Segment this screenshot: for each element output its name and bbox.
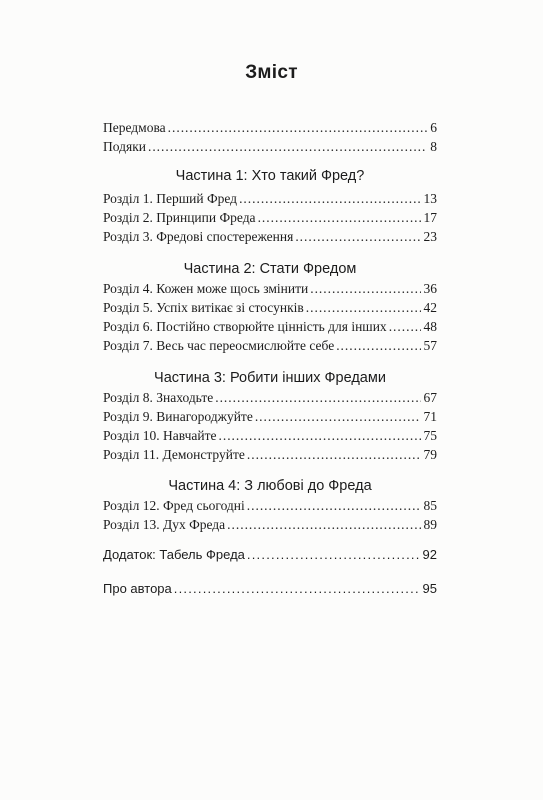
dot-leader [168, 119, 428, 137]
part-heading: Частина 3: Робити інших Фредами [154, 370, 386, 386]
toc-entry-label: Передмова [103, 120, 166, 135]
toc-entry-chapter-13[interactable] [103, 516, 437, 534]
toc-entry-label: Розділ 9. Винагороджуйте [103, 409, 253, 424]
toc-entry-page: 17 [423, 210, 437, 225]
toc-entry-foreword[interactable] [103, 119, 437, 137]
toc-entry-chapter-8[interactable] [103, 389, 437, 407]
part-heading: Частина 1: Хто такий Фред? [175, 168, 365, 184]
toc-entry-label: Розділ 13. Дух Фреда [103, 517, 226, 532]
dot-leader [310, 280, 420, 298]
toc-entry-chapter-9[interactable] [103, 408, 437, 426]
toc-entry-label: Розділ 3. Фредові спостереження [103, 229, 294, 244]
toc-entry-chapter-7[interactable] [103, 337, 437, 355]
dot-leader [215, 389, 420, 407]
toc-entry-label: Розділ 1. Перший Фред [103, 191, 238, 206]
toc-entry-label: Розділ 2. Принципи Фреда [103, 210, 256, 225]
toc-entry-page: 6 [430, 120, 437, 135]
toc-entry-about-author[interactable] [103, 580, 437, 598]
toc-entry-appendix[interactable] [103, 546, 437, 564]
toc-entry-chapter-11[interactable] [103, 446, 437, 464]
toc-entry-label: Розділ 8. Знаходьте [103, 390, 214, 405]
toc-entry-page: 8 [430, 139, 437, 154]
dot-leader [239, 190, 420, 208]
toc-entry-label: Розділ 4. Кожен може щось змінити [103, 281, 309, 296]
toc-entry-page: 36 [423, 281, 437, 296]
part-heading: Частина 2: Стати Фредом [183, 261, 357, 277]
toc-entry-chapter-1[interactable] [103, 190, 437, 208]
dot-leader [306, 299, 421, 317]
page-title: Зміст [245, 62, 298, 83]
toc-entry-page: 89 [423, 517, 437, 532]
toc-entry-chapter-10[interactable] [103, 427, 437, 445]
dot-leader [389, 318, 421, 336]
toc-entry-chapter-3[interactable] [103, 228, 437, 246]
dot-leader [247, 446, 421, 464]
dot-leader [227, 516, 420, 534]
dot-leader [295, 228, 420, 246]
toc-entry-page: 79 [423, 447, 437, 462]
toc-entry-acknowledgements[interactable] [103, 138, 437, 156]
toc-entry-label: Подяки [103, 139, 146, 154]
toc-entry-chapter-2[interactable] [103, 209, 437, 227]
toc-entry-page: 71 [423, 409, 437, 424]
dot-leader [247, 546, 420, 564]
toc-entry-page: 48 [423, 319, 437, 334]
dot-leader [258, 209, 421, 227]
toc-entry-label: Розділ 5. Успіх витікає зі стосунків [103, 300, 304, 315]
part-heading: Частина 4: З любові до Фреда [168, 478, 372, 494]
toc-entry-label: Розділ 11. Демонструйте [103, 447, 245, 462]
toc-entry-label: Додаток: Табель Фреда [103, 547, 245, 562]
toc-entry-label: Розділ 12. Фред сьогодні [103, 498, 245, 513]
toc-entry-label: Про автора [103, 581, 172, 596]
toc-entry-label: Розділ 10. Навчайте [103, 428, 217, 443]
toc-entry-page: 75 [423, 428, 437, 443]
toc-entry-page: 57 [423, 338, 437, 353]
toc-entry-chapter-12[interactable] [103, 497, 437, 515]
dot-leader [336, 337, 420, 355]
dot-leader [255, 408, 421, 426]
toc-entry-page: 13 [423, 191, 437, 206]
toc-entry-page: 92 [422, 547, 437, 562]
toc-entry-page: 42 [423, 300, 437, 315]
toc-entry-page: 67 [423, 390, 437, 405]
toc-entry-label: Розділ 7. Весь час переосмислюйте себе [103, 338, 335, 353]
toc-entry-page: 23 [423, 229, 437, 244]
dot-leader [219, 427, 421, 445]
toc-entry-chapter-4[interactable] [103, 280, 437, 298]
dot-leader [174, 580, 420, 598]
toc-entry-page: 95 [422, 581, 437, 596]
dot-leader [247, 497, 421, 515]
dot-leader [148, 138, 427, 156]
toc-entry-page: 85 [423, 498, 437, 513]
toc-entry-chapter-6[interactable] [103, 318, 437, 336]
toc-entry-chapter-5[interactable] [103, 299, 437, 317]
toc-entry-label: Розділ 6. Постійно створюйте цінність для інших [103, 319, 387, 334]
